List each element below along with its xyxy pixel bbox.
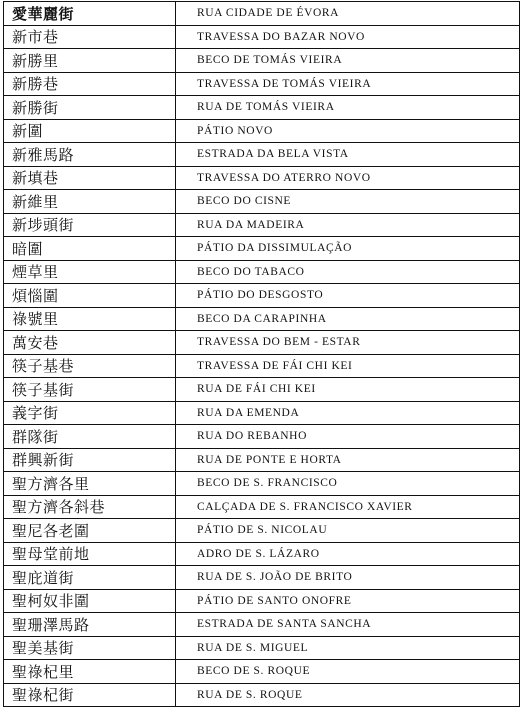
chinese-street-name: 群興新街 [4, 448, 176, 472]
table-row [4, 589, 520, 613]
table-row [4, 683, 520, 707]
portuguese-street-name: RUA DE S. ROQUE [176, 683, 520, 707]
table-row [4, 331, 520, 355]
table-row [4, 143, 520, 167]
portuguese-street-name: BECO DE S. ROQUE [176, 660, 520, 684]
chinese-street-name: 聖祿杞里 [4, 660, 176, 684]
table-row [4, 378, 520, 402]
portuguese-street-name: TRAVESSA DO BEM - ESTAR [176, 331, 520, 355]
portuguese-street-name: BECO DO CISNE [176, 190, 520, 214]
portuguese-street-name: RUA DE FÁI CHI KEI [176, 378, 520, 402]
table-row [4, 190, 520, 214]
chinese-street-name: 新勝里 [4, 49, 176, 73]
table-row [4, 2, 520, 26]
chinese-street-name: 煙草里 [4, 260, 176, 284]
portuguese-street-name: PÁTIO DE S. NICOLAU [176, 519, 520, 543]
chinese-street-name: 聖美基街 [4, 636, 176, 660]
chinese-street-name: 煩惱圍 [4, 284, 176, 308]
table-row [4, 354, 520, 378]
table-row [4, 636, 520, 660]
chinese-street-name: 新維里 [4, 190, 176, 214]
table-row [4, 542, 520, 566]
chinese-street-name: 新圍 [4, 119, 176, 143]
portuguese-street-name: TRAVESSA DE TOMÁS VIEIRA [176, 72, 520, 96]
portuguese-street-name: BECO DE TOMÁS VIEIRA [176, 49, 520, 73]
table-row [4, 660, 520, 684]
portuguese-street-name: ADRO DE S. LÁZARO [176, 542, 520, 566]
portuguese-street-name: BECO DA CARAPINHA [176, 307, 520, 331]
chinese-street-name: 群隊街 [4, 425, 176, 449]
portuguese-street-name: RUA DE PONTE E HORTA [176, 448, 520, 472]
table-row [4, 472, 520, 496]
table-row [4, 307, 520, 331]
portuguese-street-name: RUA DE S. JOÃO DE BRITO [176, 566, 520, 590]
table-row [4, 260, 520, 284]
chinese-street-name: 聖方濟各斜巷 [4, 495, 176, 519]
portuguese-street-name: RUA DA MADEIRA [176, 213, 520, 237]
chinese-street-name: 新市巷 [4, 25, 176, 49]
chinese-street-name: 義字街 [4, 401, 176, 425]
portuguese-street-name: RUA DO REBANHO [176, 425, 520, 449]
chinese-street-name: 新勝巷 [4, 72, 176, 96]
chinese-street-name: 聖庇道街 [4, 566, 176, 590]
table-row [4, 72, 520, 96]
chinese-street-name: 聖尼各老圍 [4, 519, 176, 543]
chinese-street-name: 新填巷 [4, 166, 176, 190]
chinese-street-name: 聖母堂前地 [4, 542, 176, 566]
chinese-street-name: 聖柯奴非圍 [4, 589, 176, 613]
chinese-street-name: 筷子基巷 [4, 354, 176, 378]
portuguese-street-name: CALÇADA DE S. FRANCISCO XAVIER [176, 495, 520, 519]
street-table-body [4, 2, 520, 707]
chinese-street-name: 祿號里 [4, 307, 176, 331]
table-row [4, 237, 520, 261]
table-row [4, 213, 520, 237]
table-row [4, 401, 520, 425]
table-row [4, 566, 520, 590]
table-row [4, 495, 520, 519]
chinese-street-name: 筷子基街 [4, 378, 176, 402]
table-row [4, 49, 520, 73]
table-row [4, 448, 520, 472]
street-name-table [3, 1, 520, 707]
table-row [4, 284, 520, 308]
chinese-street-name: 愛華麗街 [4, 2, 176, 26]
chinese-street-name: 新埗頭街 [4, 213, 176, 237]
table-row [4, 519, 520, 543]
table-row [4, 613, 520, 637]
portuguese-street-name: BECO DO TABACO [176, 260, 520, 284]
table-row [4, 425, 520, 449]
table-row [4, 25, 520, 49]
portuguese-street-name: TRAVESSA DE FÁI CHI KEI [176, 354, 520, 378]
table-row [4, 96, 520, 120]
chinese-street-name: 聖方濟各里 [4, 472, 176, 496]
table-row [4, 166, 520, 190]
portuguese-street-name: ESTRADA DE SANTA SANCHA [176, 613, 520, 637]
chinese-street-name: 聖祿杞街 [4, 683, 176, 707]
table-row [4, 119, 520, 143]
portuguese-street-name: RUA DA EMENDA [176, 401, 520, 425]
street-name-sheet [3, 1, 520, 707]
portuguese-street-name: BECO DE S. FRANCISCO [176, 472, 520, 496]
chinese-street-name: 聖珊澤馬路 [4, 613, 176, 637]
portuguese-street-name: RUA DE TOMÁS VIEIRA [176, 96, 520, 120]
portuguese-street-name: PÁTIO NOVO [176, 119, 520, 143]
portuguese-street-name: TRAVESSA DO BAZAR NOVO [176, 25, 520, 49]
portuguese-street-name: PÁTIO DO DESGOSTO [176, 284, 520, 308]
portuguese-street-name: ESTRADA DA BELA VISTA [176, 143, 520, 167]
chinese-street-name: 新雅馬路 [4, 143, 176, 167]
portuguese-street-name: PÁTIO DA DISSIMULAÇÃO [176, 237, 520, 261]
portuguese-street-name: RUA DE S. MIGUEL [176, 636, 520, 660]
chinese-street-name: 萬安巷 [4, 331, 176, 355]
portuguese-street-name: TRAVESSA DO ATERRO NOVO [176, 166, 520, 190]
chinese-street-name: 暗圍 [4, 237, 176, 261]
chinese-street-name: 新勝街 [4, 96, 176, 120]
portuguese-street-name: RUA CIDADE DE ÉVORA [176, 2, 520, 26]
portuguese-street-name: PÁTIO DE SANTO ONOFRE [176, 589, 520, 613]
